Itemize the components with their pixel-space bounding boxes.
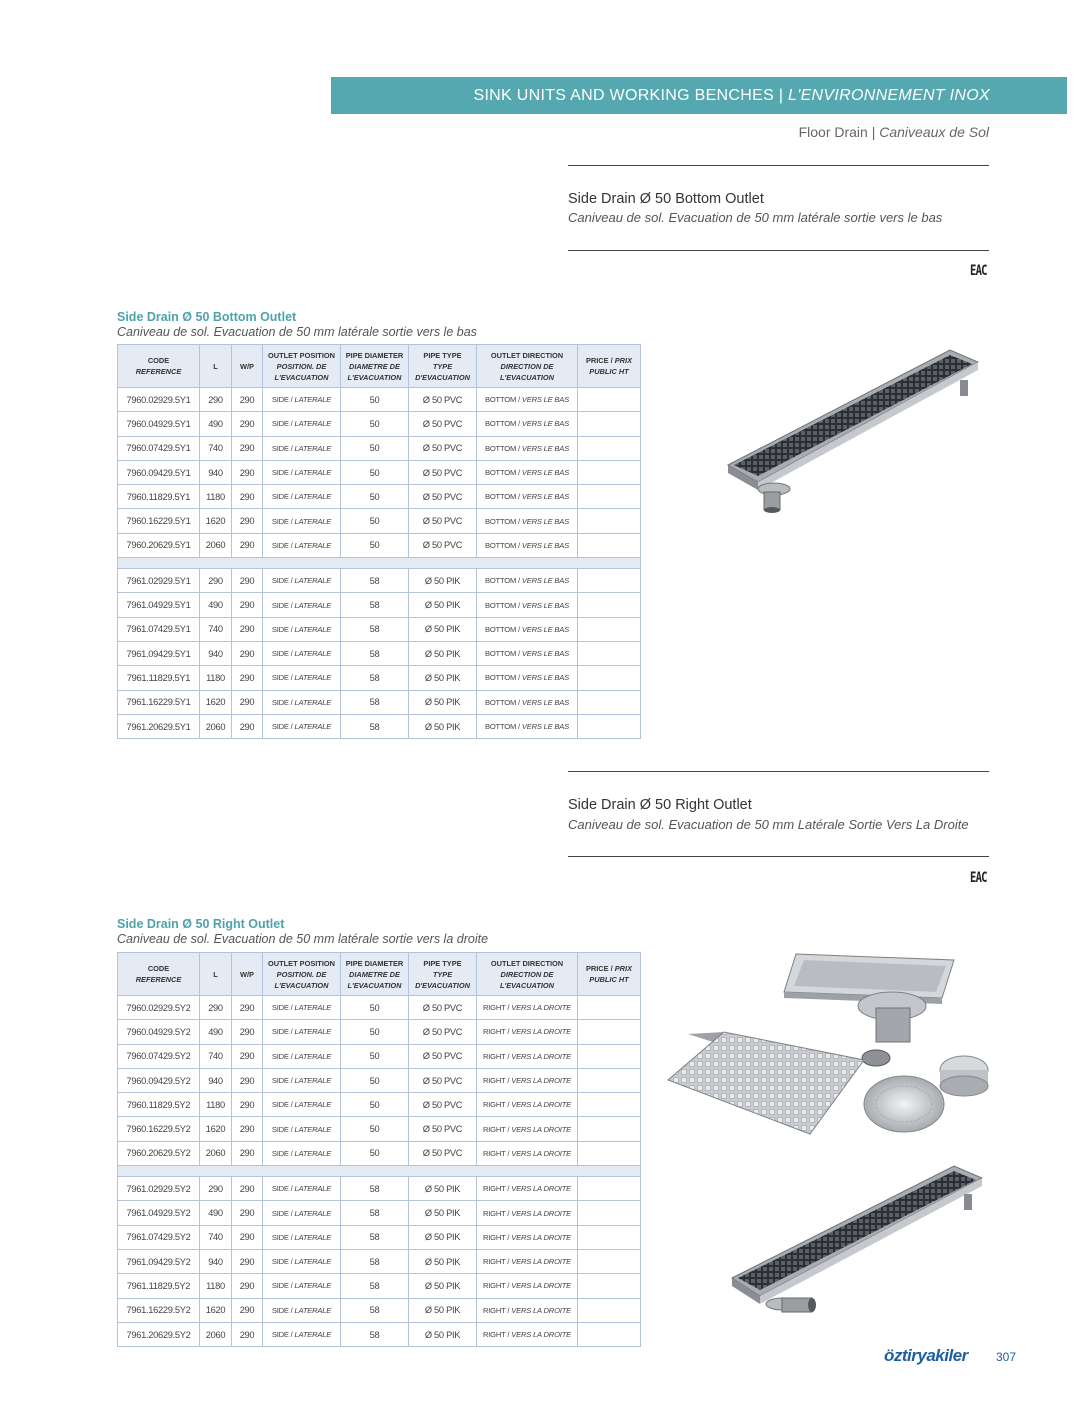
cell-code: 7960.04929.5Y1 — [118, 412, 200, 436]
cell-pipe-diameter: 50 — [341, 1068, 409, 1092]
cell-price — [578, 436, 641, 460]
cell-pipe-diameter: 58 — [341, 617, 409, 641]
cell-code: 7961.07429.5Y1 — [118, 617, 200, 641]
cell-outlet-position: SIDE / LATERALE — [263, 1141, 341, 1165]
cell-l: 490 — [200, 412, 232, 436]
cell-pipe-diameter: 58 — [341, 593, 409, 617]
cell-pipe-diameter: 58 — [341, 1322, 409, 1346]
cell-outlet-direction: BOTTOM / VERS LE BAS — [477, 460, 578, 484]
cell-price — [578, 1274, 641, 1298]
cell-outlet-direction: RIGHT / VERS LA DROITE — [477, 1177, 578, 1201]
cell-price — [578, 485, 641, 509]
cell-code: 7961.11829.5Y1 — [118, 666, 200, 690]
table-row — [118, 1298, 641, 1322]
table-group-separator — [118, 558, 641, 569]
cell-pipe-type: Ø 50 PVC — [409, 533, 477, 557]
spec-table — [117, 344, 641, 739]
table-row — [118, 593, 641, 617]
cell-code: 7960.02929.5Y1 — [118, 388, 200, 412]
cell-wp: 290 — [232, 388, 263, 412]
table-row — [118, 641, 641, 665]
cell-pipe-type: Ø 50 PVC — [409, 485, 477, 509]
cell-pipe-diameter: 58 — [341, 1177, 409, 1201]
cell-wp: 290 — [232, 1201, 263, 1225]
cell-outlet-direction: BOTTOM / VERS LE BAS — [477, 412, 578, 436]
cell-pipe-type: Ø 50 PIK — [409, 1249, 477, 1273]
cell-outlet-direction: BOTTOM / VERS LE BAS — [477, 617, 578, 641]
cell-pipe-type: Ø 50 PIK — [409, 1225, 477, 1249]
cell-outlet-direction: BOTTOM / VERS LE BAS — [477, 641, 578, 665]
cell-outlet-direction: BOTTOM / VERS LE BAS — [477, 666, 578, 690]
cell-wp: 290 — [232, 1298, 263, 1322]
cell-wp: 290 — [232, 1093, 263, 1117]
cell-l: 1620 — [200, 690, 232, 714]
table-group-separator — [118, 1166, 641, 1177]
cell-l: 940 — [200, 460, 232, 484]
cell-pipe-diameter: 50 — [341, 388, 409, 412]
col-l: L — [200, 345, 232, 388]
cell-l: 2060 — [200, 1141, 232, 1165]
cell-code: 7961.02929.5Y2 — [118, 1177, 200, 1201]
cell-price — [578, 569, 641, 593]
cell-pipe-type: Ø 50 PIK — [409, 1201, 477, 1225]
cell-outlet-position: SIDE / LATERALE — [263, 569, 341, 593]
cell-code: 7961.04929.5Y2 — [118, 1201, 200, 1225]
cell-price — [578, 641, 641, 665]
cell-outlet-position: SIDE / LATERALE — [263, 1201, 341, 1225]
cell-code: 7961.09429.5Y2 — [118, 1249, 200, 1273]
cell-pipe-type: Ø 50 PVC — [409, 1093, 477, 1117]
cell-l: 940 — [200, 641, 232, 665]
cell-price — [578, 1225, 641, 1249]
cell-price — [578, 1093, 641, 1117]
cell-pipe-diameter: 58 — [341, 569, 409, 593]
cell-pipe-type: Ø 50 PVC — [409, 388, 477, 412]
col-pipe-diameter: PIPE DIAMETER DIAMETRE DE L'EVACUATION — [341, 345, 409, 388]
table-row — [118, 533, 641, 557]
cell-l: 2060 — [200, 533, 232, 557]
cell-outlet-position: SIDE / LATERALE — [263, 996, 341, 1020]
col-outlet-position: OUTLET POSITION POSITION. DE L'EVACUATION — [263, 345, 341, 388]
cell-price — [578, 1141, 641, 1165]
cell-outlet-position: SIDE / LATERALE — [263, 460, 341, 484]
cell-pipe-diameter: 50 — [341, 485, 409, 509]
cell-pipe-type: Ø 50 PVC — [409, 1141, 477, 1165]
table-row — [118, 1093, 641, 1117]
cell-outlet-position: SIDE / LATERALE — [263, 1177, 341, 1201]
section-subtitle: Caniveau de sol. Evacuation de 50 mm latérale sortie vers la droite — [117, 932, 489, 946]
cell-pipe-diameter: 58 — [341, 1274, 409, 1298]
cell-pipe-type: Ø 50 PVC — [409, 1044, 477, 1068]
section-title: Side Drain Ø 50 Right Outlet — [117, 917, 285, 931]
cell-pipe-diameter: 50 — [341, 412, 409, 436]
cell-pipe-diameter: 50 — [341, 509, 409, 533]
cell-pipe-type: Ø 50 PVC — [409, 412, 477, 436]
cell-outlet-position: SIDE / LATERALE — [263, 641, 341, 665]
cell-price — [578, 1044, 641, 1068]
cell-wp: 290 — [232, 1177, 263, 1201]
cell-outlet-position: SIDE / LATERALE — [263, 714, 341, 738]
table-row — [118, 436, 641, 460]
cell-price — [578, 533, 641, 557]
col-code: CODE REFERENCE — [118, 345, 200, 388]
cell-outlet-direction: BOTTOM / VERS LE BAS — [477, 509, 578, 533]
intro-subtitle: Caniveau de sol. Evacuation de 50 mm latérale sortie vers le bas — [568, 210, 943, 225]
cell-l: 1620 — [200, 1298, 232, 1322]
cell-outlet-position: SIDE / LATERALE — [263, 436, 341, 460]
cell-wp: 290 — [232, 1020, 263, 1044]
cell-l: 1180 — [200, 666, 232, 690]
cell-pipe-diameter: 50 — [341, 436, 409, 460]
cell-l: 740 — [200, 1225, 232, 1249]
cell-price — [578, 412, 641, 436]
cell-price — [578, 1322, 641, 1346]
cell-code: 7960.09429.5Y2 — [118, 1068, 200, 1092]
table-row — [118, 1177, 641, 1201]
cell-wp: 290 — [232, 593, 263, 617]
header-banner — [331, 77, 1067, 114]
cell-outlet-position: SIDE / LATERALE — [263, 388, 341, 412]
cell-code: 7961.20629.5Y1 — [118, 714, 200, 738]
cell-code: 7961.16229.5Y1 — [118, 690, 200, 714]
cell-outlet-position: SIDE / LATERALE — [263, 1225, 341, 1249]
table-row — [118, 617, 641, 641]
cell-wp: 290 — [232, 1117, 263, 1141]
divider — [568, 771, 989, 772]
cell-l: 1180 — [200, 1274, 232, 1298]
col-l: L — [200, 953, 232, 996]
cell-outlet-direction: BOTTOM / VERS LE BAS — [477, 569, 578, 593]
cell-code: 7961.20629.5Y2 — [118, 1322, 200, 1346]
cell-pipe-diameter: 58 — [341, 714, 409, 738]
table-row — [118, 569, 641, 593]
table-row — [118, 485, 641, 509]
cell-pipe-type: Ø 50 PIK — [409, 690, 477, 714]
cell-code: 7961.07429.5Y2 — [118, 1225, 200, 1249]
cell-pipe-type: Ø 50 PIK — [409, 1274, 477, 1298]
table-row — [118, 1117, 641, 1141]
cell-pipe-diameter: 50 — [341, 1093, 409, 1117]
cell-price — [578, 714, 641, 738]
col-price: PRICE / PRIX PUBLIC HT — [578, 953, 641, 996]
cell-pipe-type: Ø 50 PVC — [409, 1020, 477, 1044]
section-title: Side Drain Ø 50 Bottom Outlet — [117, 310, 297, 324]
cell-outlet-direction: RIGHT / VERS LA DROITE — [477, 1093, 578, 1117]
table-row — [118, 714, 641, 738]
cell-price — [578, 690, 641, 714]
cell-wp: 290 — [232, 485, 263, 509]
cell-pipe-type: Ø 50 PIK — [409, 1298, 477, 1322]
cell-code: 7961.11829.5Y2 — [118, 1274, 200, 1298]
table-row — [118, 1322, 641, 1346]
cell-price — [578, 617, 641, 641]
cell-price — [578, 1117, 641, 1141]
cell-pipe-type: Ø 50 PIK — [409, 641, 477, 665]
cell-wp: 290 — [232, 569, 263, 593]
table-row — [118, 666, 641, 690]
cell-wp: 290 — [232, 1141, 263, 1165]
cell-l: 940 — [200, 1068, 232, 1092]
cell-pipe-diameter: 58 — [341, 641, 409, 665]
table-row — [118, 412, 641, 436]
cell-outlet-position: SIDE / LATERALE — [263, 1068, 341, 1092]
cell-outlet-direction: RIGHT / VERS LA DROITE — [477, 1322, 578, 1346]
cell-l: 490 — [200, 593, 232, 617]
divider — [568, 250, 989, 251]
col-code: CODE REFERENCE — [118, 953, 200, 996]
table-row — [118, 1044, 641, 1068]
cell-pipe-type: Ø 50 PIK — [409, 593, 477, 617]
cell-code: 7960.04929.5Y2 — [118, 1020, 200, 1044]
cell-pipe-diameter: 50 — [341, 460, 409, 484]
table-row — [118, 509, 641, 533]
cell-price — [578, 1298, 641, 1322]
cell-price — [578, 996, 641, 1020]
cell-code: 7960.02929.5Y2 — [118, 996, 200, 1020]
cell-outlet-direction: RIGHT / VERS LA DROITE — [477, 1201, 578, 1225]
cell-pipe-type: Ø 50 PIK — [409, 1322, 477, 1346]
col-outlet-direction: OUTLET DIRECTION DIRECTION DE L'EVACUATION — [477, 345, 578, 388]
side-drain-right-outlet-photo — [726, 1158, 990, 1340]
cell-wp: 290 — [232, 1044, 263, 1068]
col-pipe-type: PIPE TYPE TYPE D'EVACUATION — [409, 345, 477, 388]
table-row — [118, 460, 641, 484]
table-row — [118, 1020, 641, 1044]
cell-outlet-direction: RIGHT / VERS LA DROITE — [477, 1298, 578, 1322]
cell-outlet-position: SIDE / LATERALE — [263, 485, 341, 509]
cell-code: 7961.04929.5Y1 — [118, 593, 200, 617]
cell-code: 7960.16229.5Y1 — [118, 509, 200, 533]
cell-outlet-position: SIDE / LATERALE — [263, 666, 341, 690]
col-pipe-type: PIPE TYPE TYPE D'EVACUATION — [409, 953, 477, 996]
cell-wp: 290 — [232, 1322, 263, 1346]
table-row — [118, 1068, 641, 1092]
col-wp: W/P — [232, 953, 263, 996]
cell-l: 1180 — [200, 485, 232, 509]
cell-wp: 290 — [232, 533, 263, 557]
table-row — [118, 1274, 641, 1298]
cell-pipe-diameter: 58 — [341, 690, 409, 714]
cell-pipe-type: Ø 50 PVC — [409, 1068, 477, 1092]
cell-wp: 290 — [232, 1225, 263, 1249]
table-row — [118, 1225, 641, 1249]
cell-l: 1180 — [200, 1093, 232, 1117]
cell-pipe-diameter: 58 — [341, 1225, 409, 1249]
col-outlet-position: OUTLET POSITION POSITION. DE L'EVACUATION — [263, 953, 341, 996]
cell-price — [578, 593, 641, 617]
cell-outlet-position: SIDE / LATERALE — [263, 1020, 341, 1044]
banner-title: SINK UNITS AND WORKING BENCHES | L'ENVIRONNEMENT INOX — [473, 87, 990, 104]
col-outlet-direction: OUTLET DIRECTION DIRECTION DE L'EVACUATION — [477, 953, 578, 996]
eac-certification-mark: EAC — [970, 870, 987, 886]
cell-wp: 290 — [232, 460, 263, 484]
cell-pipe-type: Ø 50 PVC — [409, 436, 477, 460]
cell-wp: 290 — [232, 996, 263, 1020]
subcategory: Floor Drain | Caniveaux de Sol — [798, 124, 989, 140]
cell-code: 7960.07429.5Y2 — [118, 1044, 200, 1068]
cell-pipe-diameter: 50 — [341, 533, 409, 557]
cell-code: 7960.16229.5Y2 — [118, 1117, 200, 1141]
cell-wp: 290 — [232, 412, 263, 436]
cell-pipe-diameter: 50 — [341, 1044, 409, 1068]
side-drain-right-outlet-parts-photo — [664, 948, 990, 1138]
cell-wp: 290 — [232, 509, 263, 533]
cell-pipe-type: Ø 50 PIK — [409, 666, 477, 690]
cell-l: 2060 — [200, 1322, 232, 1346]
cell-pipe-diameter: 50 — [341, 1141, 409, 1165]
cell-l: 490 — [200, 1201, 232, 1225]
cell-outlet-direction: RIGHT / VERS LA DROITE — [477, 1141, 578, 1165]
cell-pipe-type: Ø 50 PIK — [409, 617, 477, 641]
cell-outlet-direction: RIGHT / VERS LA DROITE — [477, 1225, 578, 1249]
page-number: 307 — [996, 1350, 1017, 1364]
cell-code: 7960.11829.5Y2 — [118, 1093, 200, 1117]
cell-pipe-diameter: 50 — [341, 996, 409, 1020]
cell-wp: 290 — [232, 1274, 263, 1298]
cell-price — [578, 1068, 641, 1092]
cell-pipe-diameter: 50 — [341, 1020, 409, 1044]
cell-outlet-direction: BOTTOM / VERS LE BAS — [477, 533, 578, 557]
table-header-row — [118, 953, 641, 996]
cell-outlet-direction: RIGHT / VERS LA DROITE — [477, 1274, 578, 1298]
cell-code: 7961.16229.5Y2 — [118, 1298, 200, 1322]
cell-l: 1620 — [200, 1117, 232, 1141]
cell-code: 7960.09429.5Y1 — [118, 460, 200, 484]
cell-outlet-direction: BOTTOM / VERS LE BAS — [477, 593, 578, 617]
cell-code: 7961.02929.5Y1 — [118, 569, 200, 593]
cell-outlet-position: SIDE / LATERALE — [263, 1044, 341, 1068]
cell-code: 7960.07429.5Y1 — [118, 436, 200, 460]
cell-price — [578, 1201, 641, 1225]
cell-pipe-diameter: 50 — [341, 1117, 409, 1141]
intro-subtitle: Caniveau de sol. Evacuation de 50 mm Latérale Sortie Vers La Droite — [568, 817, 969, 832]
cell-price — [578, 666, 641, 690]
eac-certification-mark: EAC — [970, 263, 987, 279]
cell-outlet-position: SIDE / LATERALE — [263, 1249, 341, 1273]
cell-outlet-direction: RIGHT / VERS LA DROITE — [477, 1068, 578, 1092]
cell-code: 7960.20629.5Y1 — [118, 533, 200, 557]
cell-outlet-position: SIDE / LATERALE — [263, 1117, 341, 1141]
cell-pipe-diameter: 58 — [341, 666, 409, 690]
cell-price — [578, 1249, 641, 1273]
cell-outlet-position: SIDE / LATERALE — [263, 533, 341, 557]
cell-wp: 290 — [232, 641, 263, 665]
divider — [568, 165, 989, 166]
cell-outlet-position: SIDE / LATERALE — [263, 593, 341, 617]
col-price: PRICE / PRIX PUBLIC HT — [578, 345, 641, 388]
cell-l: 940 — [200, 1249, 232, 1273]
cell-wp: 290 — [232, 1068, 263, 1092]
cell-wp: 290 — [232, 436, 263, 460]
cell-outlet-direction: BOTTOM / VERS LE BAS — [477, 388, 578, 412]
cell-price — [578, 460, 641, 484]
table-row — [118, 388, 641, 412]
cell-outlet-position: SIDE / LATERALE — [263, 1298, 341, 1322]
cell-outlet-direction: BOTTOM / VERS LE BAS — [477, 690, 578, 714]
cell-outlet-position: SIDE / LATERALE — [263, 1274, 341, 1298]
cell-wp: 290 — [232, 690, 263, 714]
cell-pipe-diameter: 58 — [341, 1249, 409, 1273]
cell-wp: 290 — [232, 1249, 263, 1273]
cell-outlet-direction: BOTTOM / VERS LE BAS — [477, 485, 578, 509]
cell-l: 290 — [200, 388, 232, 412]
cell-outlet-direction: RIGHT / VERS LA DROITE — [477, 1117, 578, 1141]
cell-l: 740 — [200, 617, 232, 641]
section-subtitle: Caniveau de sol. Evacuation de 50 mm latérale sortie vers le bas — [117, 325, 477, 339]
cell-pipe-diameter: 58 — [341, 1201, 409, 1225]
cell-outlet-direction: RIGHT / VERS LA DROITE — [477, 1020, 578, 1044]
intro-title: Side Drain Ø 50 Right Outlet — [568, 797, 752, 813]
cell-outlet-direction: BOTTOM / VERS LE BAS — [477, 714, 578, 738]
cell-price — [578, 1177, 641, 1201]
intro-title: Side Drain Ø 50 Bottom Outlet — [568, 191, 764, 207]
cell-l: 290 — [200, 1177, 232, 1201]
cell-l: 490 — [200, 1020, 232, 1044]
table-row — [118, 996, 641, 1020]
cell-outlet-direction: RIGHT / VERS LA DROITE — [477, 1044, 578, 1068]
cell-pipe-diameter: 58 — [341, 1298, 409, 1322]
cell-outlet-direction: BOTTOM / VERS LE BAS — [477, 436, 578, 460]
cell-code: 7961.09429.5Y1 — [118, 641, 200, 665]
cell-price — [578, 1020, 641, 1044]
table-row — [118, 1141, 641, 1165]
cell-wp: 290 — [232, 666, 263, 690]
cell-price — [578, 388, 641, 412]
cell-code: 7960.20629.5Y2 — [118, 1141, 200, 1165]
cell-l: 290 — [200, 569, 232, 593]
cell-pipe-type: Ø 50 PVC — [409, 996, 477, 1020]
cell-l: 740 — [200, 436, 232, 460]
cell-l: 2060 — [200, 714, 232, 738]
side-drain-bottom-outlet-photo — [722, 340, 988, 525]
cell-pipe-type: Ø 50 PIK — [409, 569, 477, 593]
cell-outlet-direction: RIGHT / VERS LA DROITE — [477, 996, 578, 1020]
cell-pipe-type: Ø 50 PVC — [409, 509, 477, 533]
divider — [568, 856, 989, 857]
table-row — [118, 1249, 641, 1273]
cell-wp: 290 — [232, 617, 263, 641]
cell-wp: 290 — [232, 714, 263, 738]
cell-l: 740 — [200, 1044, 232, 1068]
cell-outlet-position: SIDE / LATERALE — [263, 617, 341, 641]
table-header-row — [118, 345, 641, 388]
col-wp: W/P — [232, 345, 263, 388]
cell-outlet-position: SIDE / LATERALE — [263, 1093, 341, 1117]
cell-outlet-position: SIDE / LATERALE — [263, 509, 341, 533]
table-row — [118, 1201, 641, 1225]
brand-logo: öztiryakiler — [884, 1346, 968, 1365]
cell-l: 290 — [200, 996, 232, 1020]
cell-price — [578, 509, 641, 533]
cell-outlet-position: SIDE / LATERALE — [263, 412, 341, 436]
cell-l: 1620 — [200, 509, 232, 533]
cell-code: 7960.11829.5Y1 — [118, 485, 200, 509]
cell-pipe-type: Ø 50 PVC — [409, 1117, 477, 1141]
cell-outlet-direction: RIGHT / VERS LA DROITE — [477, 1249, 578, 1273]
cell-pipe-type: Ø 50 PVC — [409, 460, 477, 484]
cell-pipe-type: Ø 50 PIK — [409, 1177, 477, 1201]
spec-table — [117, 952, 641, 1347]
table-row — [118, 690, 641, 714]
cell-pipe-type: Ø 50 PIK — [409, 714, 477, 738]
cell-outlet-position: SIDE / LATERALE — [263, 690, 341, 714]
col-pipe-diameter: PIPE DIAMETER DIAMETRE DE L'EVACUATION — [341, 953, 409, 996]
cell-outlet-position: SIDE / LATERALE — [263, 1322, 341, 1346]
